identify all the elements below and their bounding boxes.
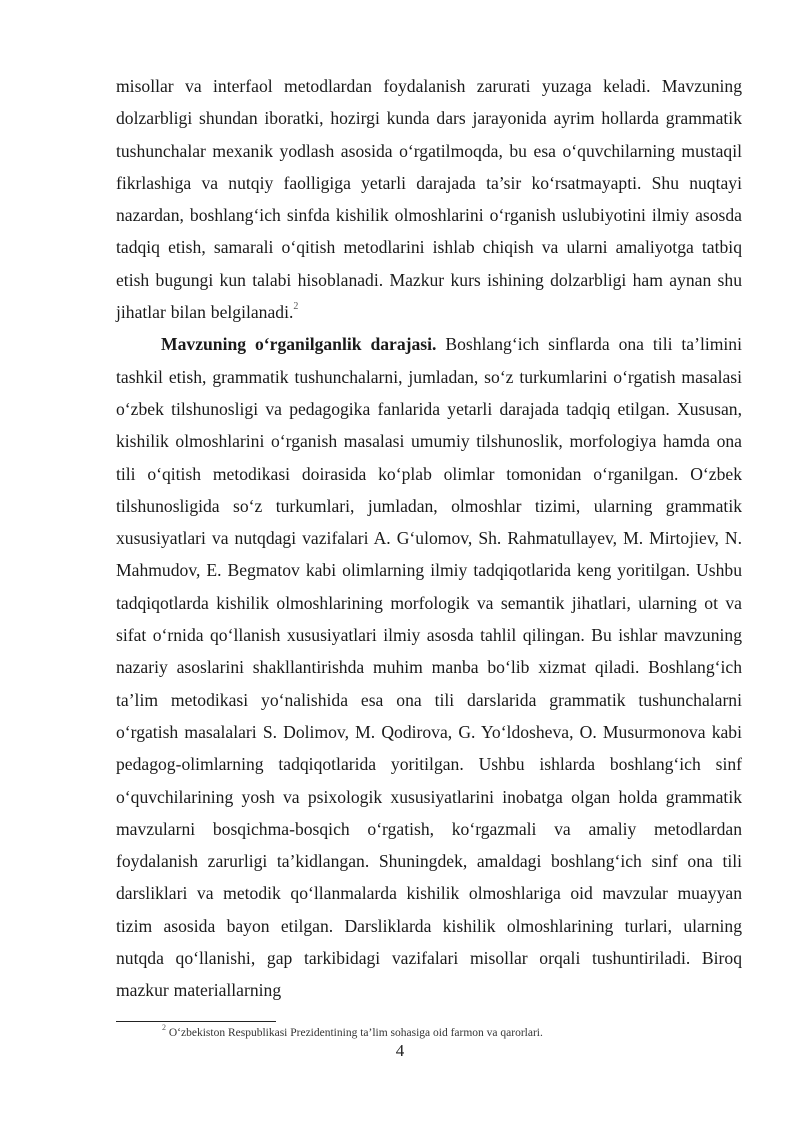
body-paragraph-1	[116, 70, 742, 328]
footnote-reference[interactable]: 2	[293, 301, 299, 313]
footnote-separator	[116, 1021, 276, 1022]
section-heading: Mavzuning o‘rganilganlik darajasi.	[161, 334, 437, 355]
document-page	[116, 70, 742, 1007]
page-number: 4	[395, 1041, 405, 1060]
body-paragraph-2	[116, 328, 742, 1006]
paragraph-2-text: Boshlang‘ich sinflarda ona tili ta’limini tashkil etish, grammatik tushunchalarni, jumladan, so‘z turkumlarini o‘rgatish masalasi o‘zbek tilshunosligi va pedagogika fanlarida yetarli darajada tadqiq etilgan. Xususan, kishilik olmoshlarini o‘rganish masalasi umumiy tilshunoslik, morfologiya hamda ona tili o‘qitish metodikasi doirasida ko‘plab olimlar tomonidan o‘rganilgan. O‘zbek tilshunosligida so‘z turkumlari, jumladan, olmoshlar tizimi, ularning grammatik xususiyatlari va nutqdagi vazifalari A. G‘ulomov, Sh. Rahmatullayev, M. Mirtojiev, N. Mahmudov, E. Begmatov kabi olimlarning ilmiy tadqiqotlarida keng yoritilgan. Ushbu tadqiqotlarda kishilik olmoshlarining morfologik va semantik jihatlari, ularning ot va sifat o‘rnida qo‘llanish xususiyatlari ilmiy asosda tahlil qilingan. Bu ishlar mavzuning nazariy asoslarini shakllantirishda muhim manba bo‘lib xizmat qiladi. Boshlang‘ich ta’lim metodikasi yo‘nalishida esa ona tili darslarida grammatik tushunchalarni o‘rgatish masalalari S. Dolimov, M. Qodirova, G. Yo‘ldosheva, O. Musurmonova kabi pedagog-olimlarning tadqiqotlarida yoritilgan. Ushbu ishlarda boshlang‘ich sinf o‘quvchilarining yosh va psixologik xususiyatlarini inobatga olgan holda grammatik mavzularni bosqichma-bosqich o‘rgatish, ko‘rgazmali va amaliy metodlardan foydalanish zarurligi ta’kidlangan. Shuningdek, amaldagi boshlang‘ich sinf ona tili darsliklari va metodik qo‘llanmalarda kishilik olmoshlariga oid mavzular muayyan tizim asosida bayon etilgan. Darsliklarda kishilik olmoshlarining turlari, ularning nutqda qo‘llanishi, gap tarkibidagi vazifalari misollar orqali tushuntiriladi. Biroq mazkur materiallarning	[116, 334, 742, 1001]
footnote-text: O‘zbekiston Respublikasi Prezidentining ta’lim sohasiga oid farmon va qarorlari.	[166, 1027, 543, 1039]
footnote-number: 2	[162, 1023, 166, 1033]
footnote	[162, 1023, 543, 1040]
paragraph-1-text: misollar va interfaol metodlardan foydalanish zarurati yuzaga keladi. Mavzuning dolzarbligi shundan iboratki, hozirgi kunda dars jarayonida ayrim hollarda grammatik tushunchalar mexanik yodlash asosida o‘rgatilmoqda, bu esa o‘quvchilarning mustaqil fikrlashiga va nutqiy faolligiga yetarli darajada ta’sir ko‘rsatmayapti. Shu nuqtayi nazardan, boshlang‘ich sinfda kishilik olmoshlarini o‘rganish uslubiyotini ilmiy asosda tadqiq etish, samarali o‘qitish metodlarini ishlab chiqish va ularni amaliyotga tatbiq etish bugungi kun talabi hisoblanadi. Mazkur kurs ishining dolzarbligi ham aynan shu jihatlar bilan belgilanadi.	[116, 76, 742, 323]
